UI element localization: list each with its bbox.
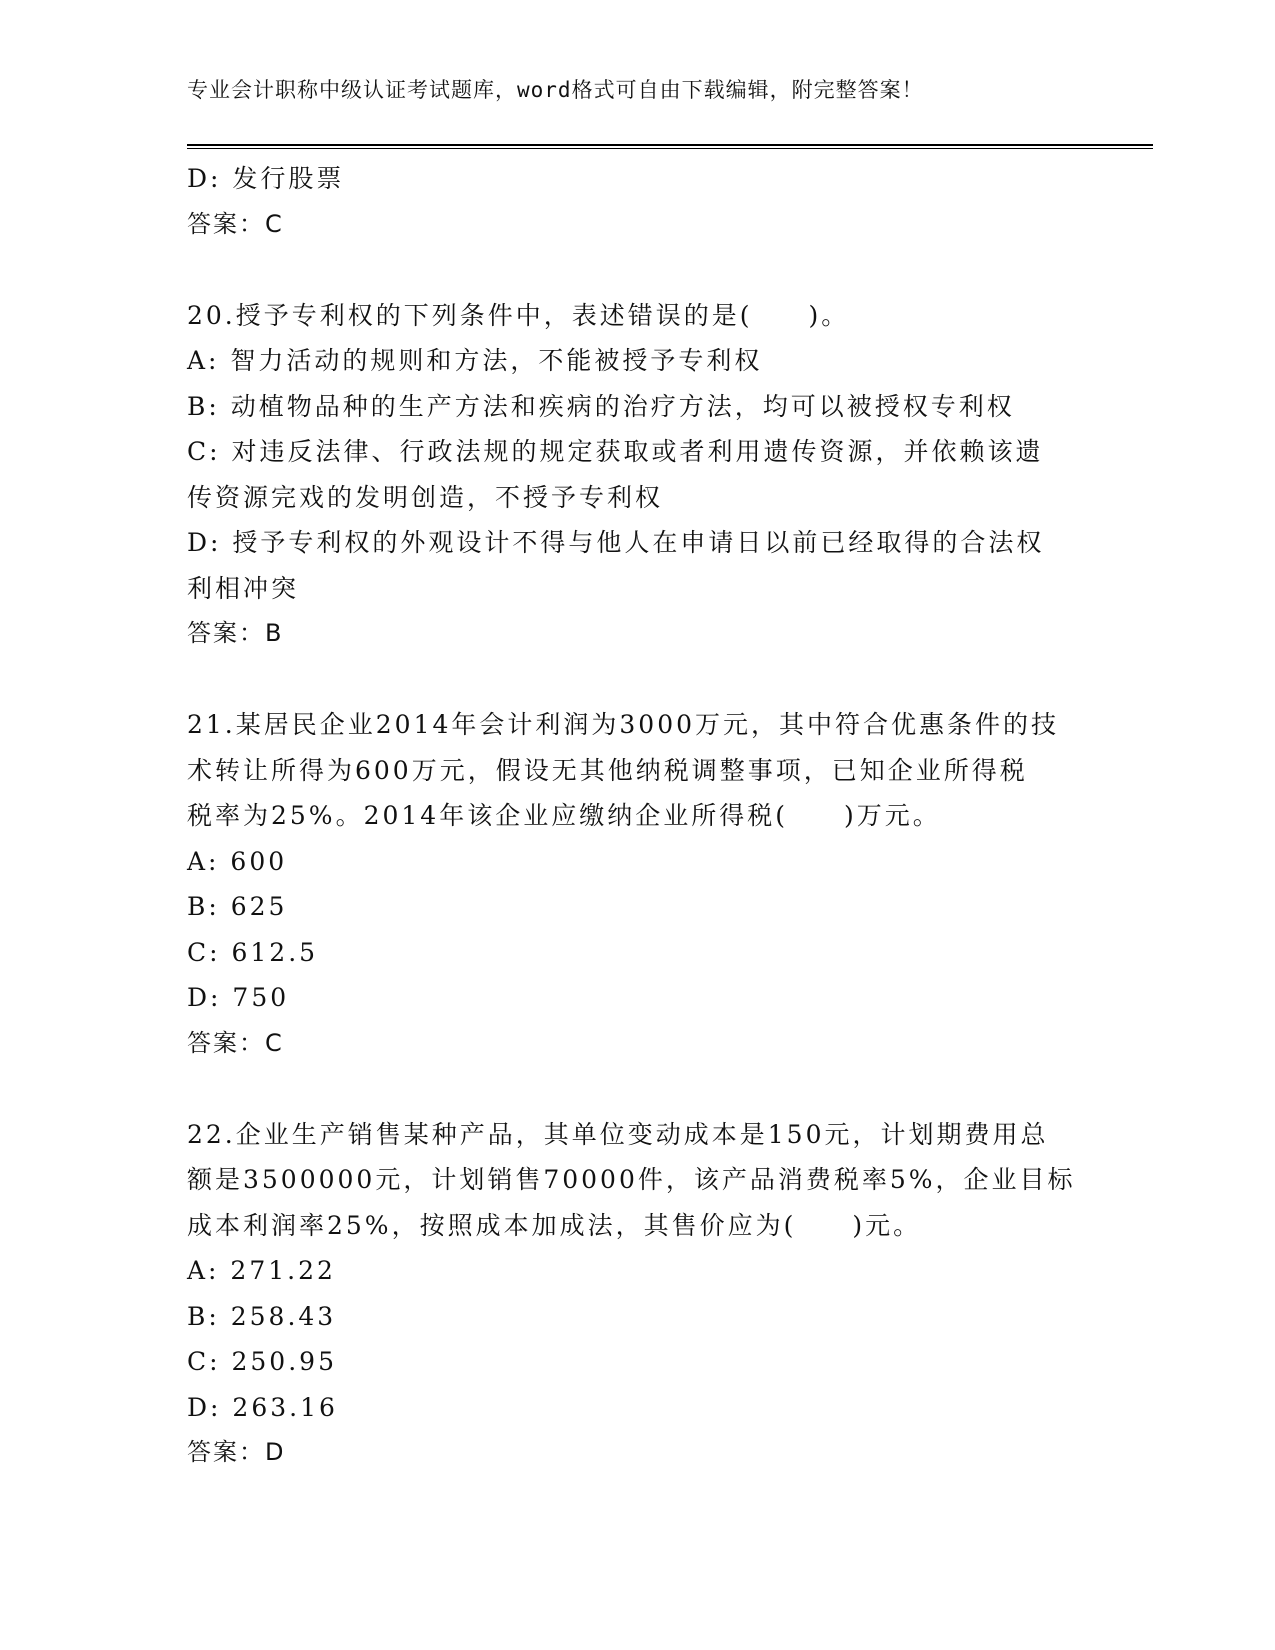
option-line: D: 750 bbox=[187, 983, 290, 1012]
question-stem-continued: 成本利润率25%，按照成本加成法，其售价应为( )元。 bbox=[187, 1210, 922, 1240]
option-line: C: 250.95 bbox=[187, 1347, 337, 1376]
option-line: C: 612.5 bbox=[187, 937, 319, 967]
option-line: D: 发行股票 bbox=[187, 164, 345, 193]
question-stem: 21.某居民企业2014年会计利润为3000万元，其中符合优惠条件的技 bbox=[187, 710, 1060, 739]
option-line-continued: 利相冲突 bbox=[187, 573, 300, 603]
option-line: B: 动植物品种的生产方法和疾病的治疗方法，均可以被授权专利权 bbox=[187, 391, 1015, 421]
page-header: 专业会计职称中级认证考试题库，word格式可自由下载编辑，附完整答案！ bbox=[187, 78, 924, 102]
answer-line: 答案：B bbox=[187, 619, 284, 647]
option-line: A: 271.22 bbox=[187, 1256, 336, 1285]
question-block bbox=[187, 1112, 1087, 1476]
answer-line: 答案：C bbox=[187, 1028, 284, 1057]
option-line: B: 258.43 bbox=[187, 1301, 337, 1331]
option-line: C: 对违反法律、行政法规的规定获取或者利用遗传资源，并依赖该遗 bbox=[187, 437, 1044, 466]
question-stem-continued: 额是3500000元，计划销售70000件，该产品消费税率5%，企业目标 bbox=[187, 1165, 1076, 1194]
option-line: D: 授予专利权的外观设计不得与他人在申请日以前已经取得的合法权 bbox=[187, 528, 1045, 557]
question-block bbox=[187, 702, 1087, 1066]
question-block bbox=[187, 293, 1087, 657]
option-line: A: 600 bbox=[187, 846, 288, 876]
question-stem: 20.授予专利权的下列条件中，表述错误的是( )。 bbox=[187, 300, 850, 330]
question-stem-continued: 税率为25%。2014年该企业应缴纳企业所得税( )万元。 bbox=[187, 801, 941, 830]
option-line: D: 263.16 bbox=[187, 1392, 338, 1422]
question-block bbox=[187, 156, 1087, 247]
answer-line: 答案：C bbox=[187, 209, 284, 238]
header-rule bbox=[187, 144, 1153, 149]
question-stem-continued: 术转让所得为600万元，假设无其他纳税调整事项，已知企业所得税 bbox=[187, 755, 1028, 785]
option-line-continued: 传资源完戏的发明创造，不授予专利权 bbox=[187, 482, 664, 512]
answer-line: 答案：D bbox=[187, 1438, 286, 1466]
option-line: A: 智力活动的规则和方法，不能被授予专利权 bbox=[187, 346, 763, 375]
document-body bbox=[187, 156, 1087, 1476]
option-line: B: 625 bbox=[187, 892, 288, 921]
question-stem: 22.企业生产销售某种产品，其单位变动成本是150元，计划期费用总 bbox=[187, 1119, 1049, 1149]
